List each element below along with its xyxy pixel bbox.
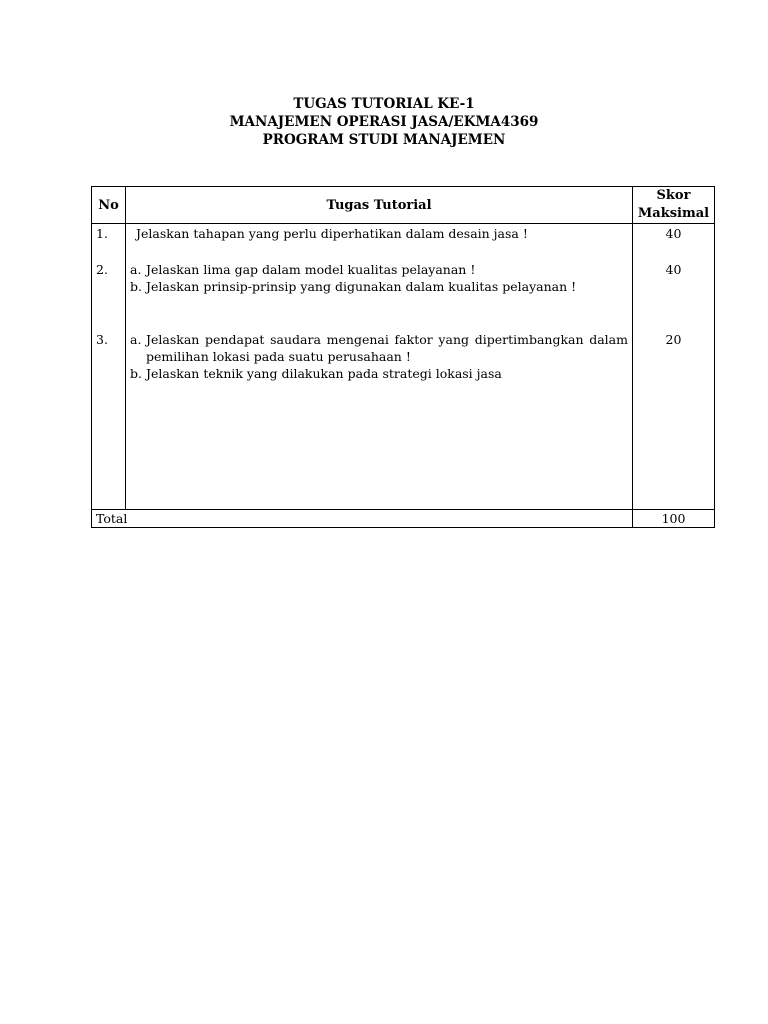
list-item-text: Jelaskan lima gap dalam model kualitas pelayanan ! <box>146 262 476 277</box>
list-item-label: a. <box>130 332 142 347</box>
table-total-row <box>92 510 715 528</box>
task-list-3 <box>130 331 628 382</box>
table-body-row <box>92 224 715 510</box>
list-item-label: a. <box>130 262 142 277</box>
list-item-label: b. <box>130 366 142 381</box>
total-label: Total <box>92 510 633 528</box>
task-cell <box>126 224 633 510</box>
row-number: 2. <box>96 262 108 277</box>
total-score: 100 <box>633 510 715 528</box>
row-score: 40 <box>665 262 682 277</box>
column-header-task: Tugas Tutorial <box>126 187 633 224</box>
list-item <box>130 261 628 278</box>
list-item <box>130 331 628 365</box>
column-header-score <box>633 187 715 224</box>
header-title: TUGAS TUTORIAL KE-1 <box>293 96 475 112</box>
document-header <box>0 95 768 149</box>
tutorial-task-table <box>91 186 715 528</box>
score-cell <box>633 224 715 510</box>
task-item: Jelaskan tahapan yang perlu diperhatikan dalam desain jasa ! <box>136 226 528 241</box>
table-header-row <box>92 187 715 224</box>
list-item <box>130 365 628 382</box>
column-header-no: No <box>92 187 126 224</box>
list-item-text: Jelaskan prinsip-prinsip yang digunakan dalam kualitas pelayanan ! <box>146 279 577 294</box>
list-item <box>130 278 628 295</box>
task-list-2 <box>130 261 628 295</box>
row-number: 1. <box>96 226 108 241</box>
row-number: 3. <box>96 332 108 347</box>
list-item-text: Jelaskan teknik yang dilakukan pada strategi lokasi jasa <box>146 366 502 381</box>
column-header-score-line2: Maksimal <box>637 206 710 221</box>
row-score: 20 <box>665 332 682 347</box>
header-course: MANAJEMEN OPERASI JASA/EKMA4369 <box>229 114 539 130</box>
list-item-text: Jelaskan pendapat saudara mengenai faktor yang dipertimbangkan dalam pemilihan lokasi pada suatu perusahaan ! <box>146 332 628 364</box>
row-score: 40 <box>665 226 682 241</box>
no-cell <box>92 224 126 510</box>
column-header-score-line1: Skor <box>656 188 691 203</box>
list-item-label: b. <box>130 279 142 294</box>
header-program: PROGRAM STUDI MANAJEMEN <box>262 132 506 148</box>
